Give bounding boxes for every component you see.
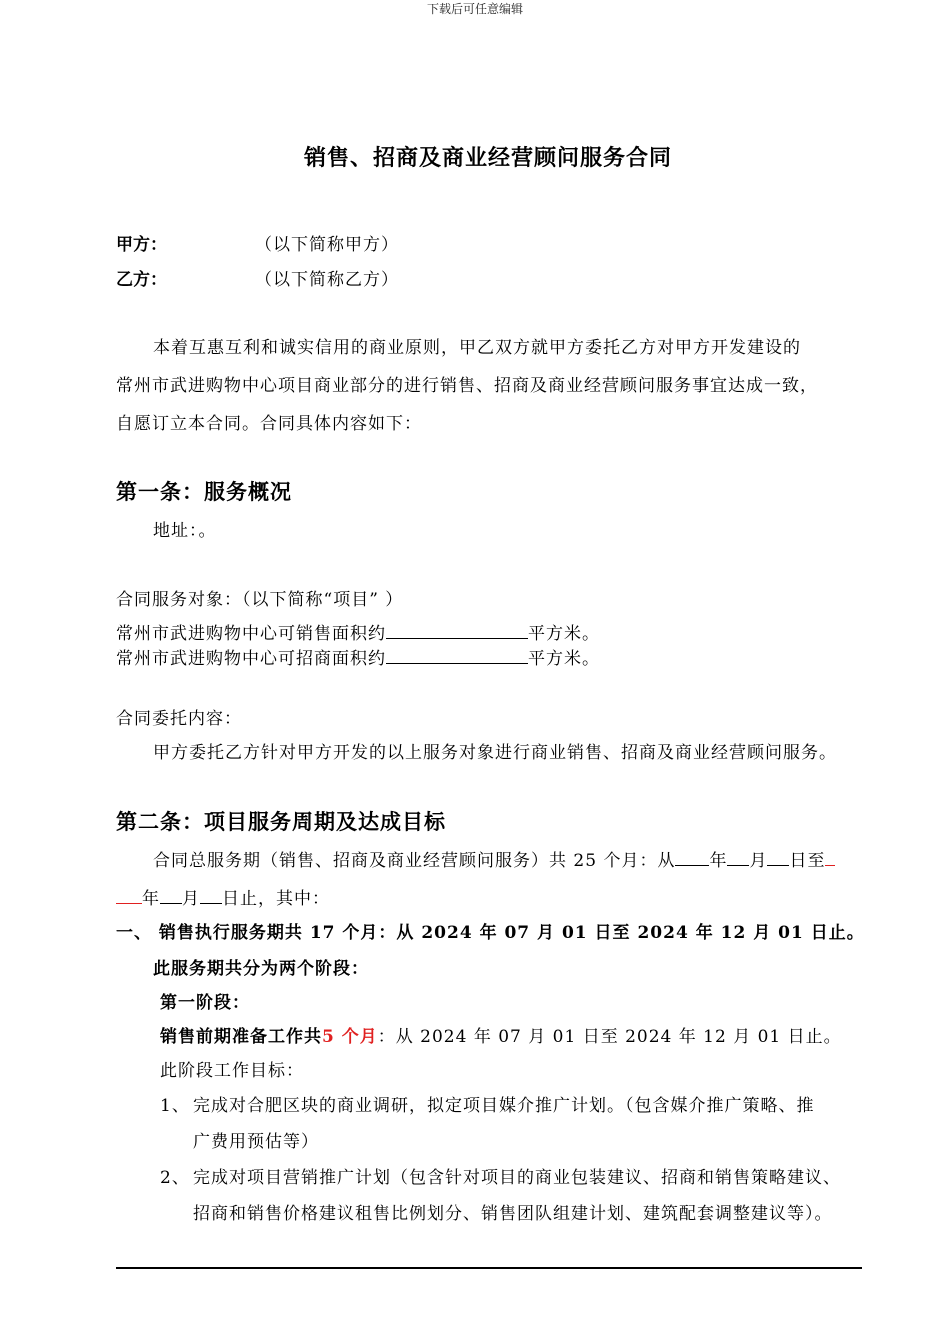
footer-divider	[116, 1267, 862, 1269]
intro-line-1: 本着互惠互利和诚实信用的商业原则，甲乙双方就甲方委托乙方对甲方开发建设的	[153, 338, 801, 358]
goal-2-line-2: 招商和销售价格建议租售比例划分、销售团队组建计划、建筑配套调整建议等）。	[193, 1204, 833, 1224]
party-b-note: （以下简称乙方）	[255, 270, 399, 290]
period-year-1: 年	[709, 851, 728, 871]
service-period-line-2	[116, 884, 330, 909]
article-1-heading: 第一条：服务概况	[116, 479, 292, 504]
sale-area-blank	[386, 622, 528, 639]
period-day-to: 日至	[789, 851, 826, 871]
goal-2-line-1: 完成对项目营销推广计划（包含针对项目的商业包装建议、招商和销售策略建议、	[193, 1168, 841, 1188]
address-line: 地址：。	[153, 521, 217, 541]
entrust-label: 合同委托内容：	[116, 709, 242, 729]
start-day-blank	[767, 849, 789, 866]
intro-line-2: 常州市武进购物中心项目商业部分的进行销售、招商及商业经营顾问服务事宜达成一致，	[116, 376, 818, 396]
goal-2-number: 2、	[160, 1168, 190, 1188]
end-year-blank	[116, 887, 142, 904]
stage-1-label: 第一阶段：	[160, 993, 250, 1013]
sale-area-prefix: 常州市武进购物中心可销售面积约	[116, 624, 386, 644]
service-object-label: 合同服务对象：（以下简称“项目” ）	[116, 590, 404, 610]
end-month-blank	[160, 887, 182, 904]
period-month-1: 月	[749, 851, 768, 871]
header-note: 下载后可任意编辑	[426, 2, 523, 16]
lease-area-blank	[386, 647, 528, 664]
lease-area-prefix: 常州市武进购物中心可招商面积约	[116, 649, 386, 669]
end-year-blank-start	[825, 849, 835, 866]
sales-period-item: 一、 销售执行服务期共 17 个月：从 2024 年 07 月 01 日至 2024 年 12 月 01 日止。	[116, 923, 865, 943]
prep-suffix: ：从 2024 年 07 月 01 日至 2024 年 12 月 01 日止。	[377, 1027, 842, 1047]
period-day-end: 日止，其中：	[222, 889, 330, 909]
prep-months: 5 个月	[322, 1027, 378, 1047]
lease-area-line	[116, 644, 600, 669]
goal-label: 此阶段工作目标：	[160, 1061, 304, 1081]
start-month-blank	[727, 849, 749, 866]
two-stages-note: 此服务期共分为两个阶段：	[153, 959, 369, 979]
party-b-label: 乙方：	[116, 270, 167, 290]
prep-prefix: 销售前期准备工作共	[160, 1027, 322, 1047]
lease-area-suffix: 平方米。	[528, 649, 600, 669]
period-prefix: 合同总服务期（销售、招商及商业经营顾问服务）共 25 个月：从	[153, 851, 676, 871]
end-day-blank	[200, 887, 222, 904]
goal-1-line-1: 完成对合肥区块的商业调研，拟定项目媒介推广计划。（包含媒介推广策略、推	[193, 1096, 815, 1116]
party-a-note: （以下简称甲方）	[255, 235, 399, 255]
goal-1-number: 1、	[160, 1096, 190, 1116]
period-year-2: 年	[142, 889, 160, 909]
sale-area-line	[116, 619, 600, 644]
period-month-2: 月	[182, 889, 200, 909]
party-a-label: 甲方：	[116, 235, 167, 255]
goal-1-line-2: 广费用预估等）	[193, 1132, 319, 1152]
page-title: 销售、招商及商业经营顾问服务合同	[303, 145, 672, 171]
prep-work-line	[160, 1022, 842, 1047]
entrust-text: 甲方委托乙方针对甲方开发的以上服务对象进行商业销售、招商及商业经营顾问服务。	[153, 743, 837, 763]
article-2-heading: 第二条：项目服务周期及达成目标	[116, 809, 446, 834]
intro-line-3: 自愿订立本合同。合同具体内容如下：	[116, 414, 422, 434]
sale-area-suffix: 平方米。	[528, 624, 600, 644]
service-period-line-1	[153, 846, 835, 871]
start-year-blank	[675, 849, 709, 866]
